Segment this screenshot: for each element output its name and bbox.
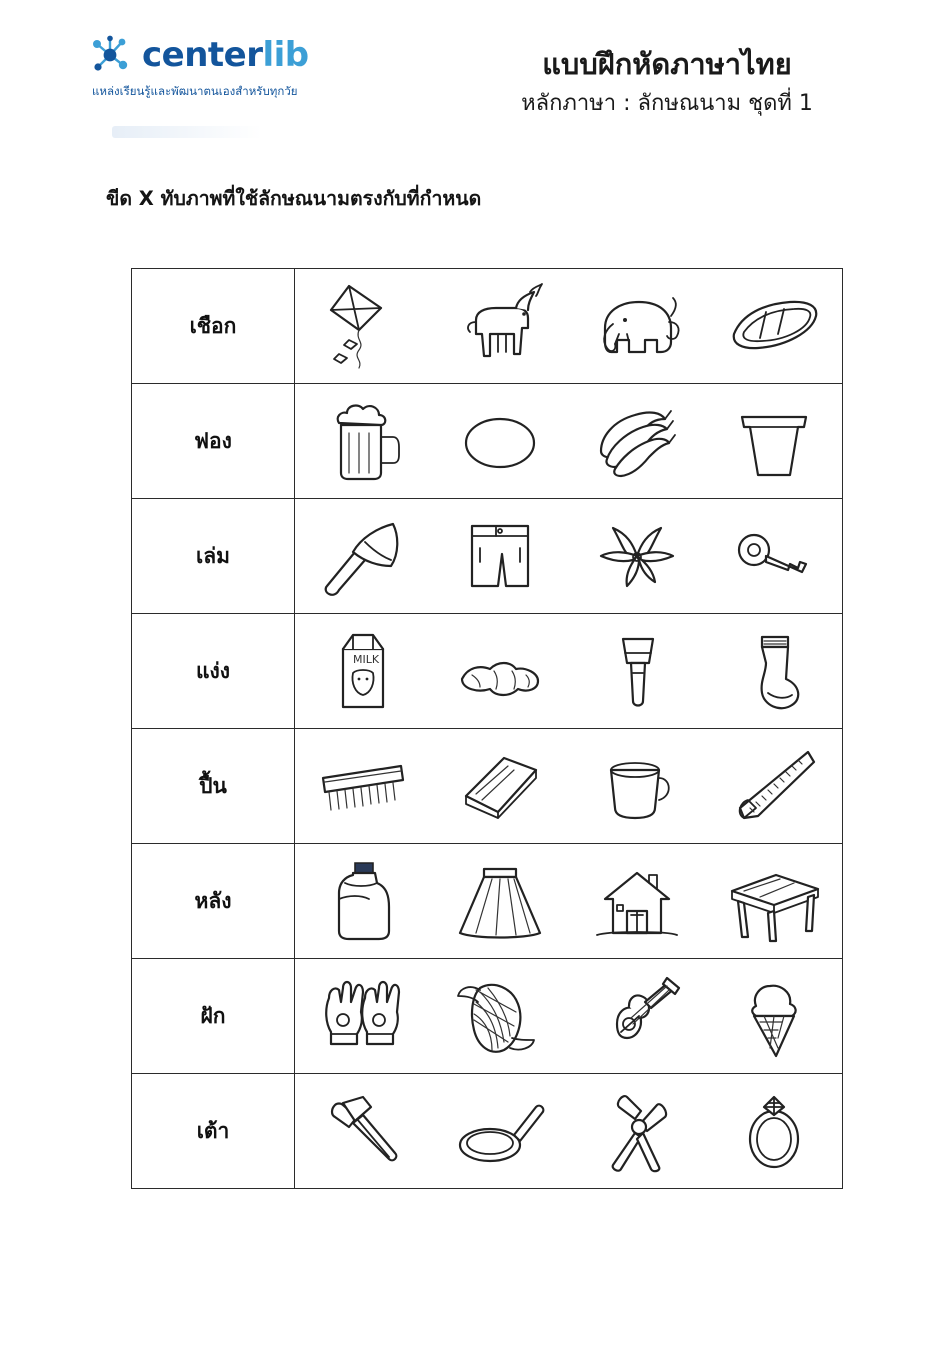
milk-carton-icon[interactable] (309, 623, 417, 719)
milk-label: MILK (353, 653, 380, 666)
table-row (132, 729, 843, 844)
row-label: ฟอง (132, 384, 295, 499)
logo-word-center: center (142, 35, 263, 75)
logo-word-lib: lib (262, 35, 309, 75)
elephant-icon[interactable] (583, 278, 691, 374)
gloves-icon[interactable] (309, 968, 417, 1064)
sock-icon[interactable] (720, 623, 828, 719)
skirt-icon[interactable] (446, 853, 554, 949)
table-row (132, 959, 843, 1074)
row-label: หลัง (132, 844, 295, 959)
flower-pot-icon[interactable] (720, 393, 828, 489)
row-label: เชือก (132, 269, 295, 384)
frying-pan-icon[interactable] (446, 1083, 554, 1179)
cup-icon[interactable] (583, 738, 691, 834)
jug-icon[interactable] (309, 853, 417, 949)
table-row (132, 614, 843, 729)
page-subtitle: หลักภาษา : ลักษณนาม ชุดที่ 1 (521, 91, 813, 117)
boat-icon[interactable] (720, 278, 828, 374)
kite-icon[interactable] (309, 278, 417, 374)
brand-logo (88, 33, 388, 101)
ice-cream-cone-icon[interactable] (720, 968, 828, 1064)
dots-network-icon (88, 33, 132, 77)
guitar-icon[interactable] (583, 968, 691, 1064)
banana-bunch-icon[interactable] (583, 393, 691, 489)
row-label: เล่ม (132, 499, 295, 614)
table-icon[interactable] (720, 853, 828, 949)
saw-icon[interactable] (720, 738, 828, 834)
axe-icon[interactable] (309, 508, 417, 604)
flower-icon[interactable] (583, 508, 691, 604)
table-row (132, 384, 843, 499)
table-row (132, 269, 843, 384)
title-block (457, 46, 877, 119)
ginger-icon[interactable] (446, 623, 554, 719)
hammer-icon[interactable] (309, 1083, 417, 1179)
instruction-text: ขีด X ทับภาพที่ใช้ลักษณนามตรงกับที่กำหนด (106, 187, 482, 210)
row-label: เต้า (132, 1074, 295, 1189)
paintbrush-icon[interactable] (583, 623, 691, 719)
table-row (132, 1074, 843, 1189)
row-label: ปื้น (132, 729, 295, 844)
goat-icon[interactable] (446, 278, 554, 374)
corn-icon[interactable] (446, 968, 554, 1064)
page-title: แบบฝึกหัดภาษาไทย (542, 47, 792, 81)
row-label: แง่ง (132, 614, 295, 729)
ring-icon[interactable] (720, 1083, 828, 1179)
beer-mug-icon[interactable] (309, 393, 417, 489)
worksheet-table (131, 268, 843, 1189)
row-label: ฝัก (132, 959, 295, 1074)
logo-watermark-smudge (112, 126, 262, 138)
book-icon[interactable] (446, 738, 554, 834)
comb-icon[interactable] (309, 738, 417, 834)
house-icon[interactable] (583, 853, 691, 949)
logo-tagline: แหล่งเรียนรู้และพัฒนาตนเองสำหรับทุกวัย (92, 84, 298, 98)
table-row (132, 844, 843, 959)
table-row (132, 499, 843, 614)
egg-icon[interactable] (446, 393, 554, 489)
logo-wordmark (142, 35, 309, 75)
shorts-icon[interactable] (446, 508, 554, 604)
pliers-icon[interactable] (583, 1083, 691, 1179)
key-icon[interactable] (720, 508, 828, 604)
page-header (0, 0, 951, 150)
